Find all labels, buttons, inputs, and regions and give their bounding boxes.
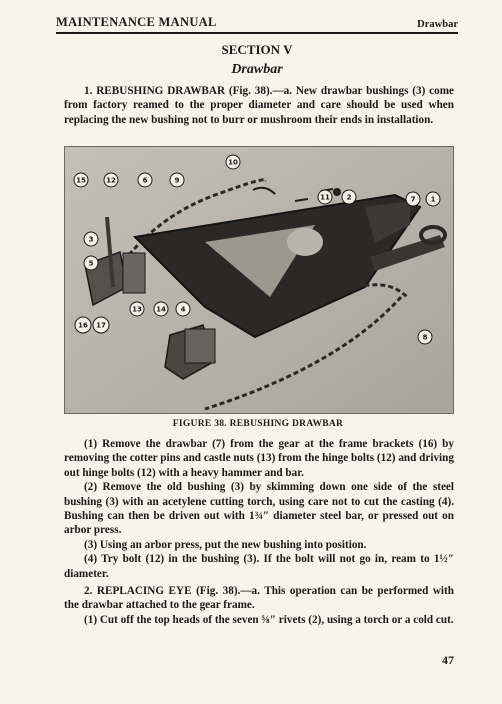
svg-text:3: 3	[88, 235, 94, 244]
running-header	[56, 8, 458, 34]
callout-16	[75, 317, 91, 333]
intro-text	[64, 84, 454, 127]
callout-7	[406, 192, 420, 206]
callout-3	[84, 232, 98, 246]
step-1-cut-rivets: (1) Cut off the top heads of the seven ⅝″ rivets (2), using a torch or a cold cut.	[84, 613, 454, 626]
svg-text:7: 7	[410, 195, 416, 204]
svg-text:4: 4	[180, 305, 186, 314]
svg-text:16: 16	[78, 321, 88, 330]
svg-text:17: 17	[96, 321, 106, 330]
section-title: SECTION V	[221, 42, 293, 57]
callout-4	[176, 302, 190, 316]
svg-text:2: 2	[346, 193, 352, 202]
figure-caption: FIGURE 38. REBUSHING DRAWBAR	[172, 419, 344, 429]
callout-14	[154, 302, 168, 316]
procedure-text	[64, 437, 454, 627]
figure-38-photo	[64, 146, 454, 414]
callout-17	[93, 317, 109, 333]
callout-2	[342, 190, 356, 204]
step-4-try-bolt: (4) Try bolt (12) in the bushing (3). If the bolt will not go in, ream to 1½″ diameter.	[64, 553, 454, 580]
paragraph-rebushing-intro: 1. REBUSHING DRAWBAR (Fig. 38).—a. New drawbar bushings (3) come from factory reamed to the proper diameter and care should be used when replacing the new bushing not to burr or mushroom their ends in installation.	[64, 85, 454, 126]
svg-text:12: 12	[106, 176, 116, 185]
callout-1	[426, 192, 440, 206]
step-1-remove-drawbar: (1) Remove the drawbar (7) from the gear at the frame brackets (16) by removing the cotter pins and castle nuts (13) from the hinge bolts (12) and driving out hinge bolts (12) with a heavy hammer and bar.	[64, 438, 454, 479]
callout-12	[104, 173, 118, 187]
drawbar-illustration	[65, 147, 453, 413]
svg-text:14: 14	[156, 305, 166, 314]
section-subtitle: Drawbar	[231, 62, 283, 77]
svg-text:8: 8	[422, 333, 428, 342]
page-number: 47	[442, 653, 454, 667]
header-manual-title: MAINTENANCE MANUAL	[56, 15, 217, 29]
svg-text:5: 5	[88, 259, 94, 268]
callout-11	[318, 190, 332, 204]
callout-9	[170, 173, 184, 187]
callout-5	[84, 256, 98, 270]
header-chapter: Drawbar	[417, 19, 458, 30]
callout-8	[418, 330, 432, 344]
svg-text:13: 13	[132, 305, 142, 314]
callout-13	[130, 302, 144, 316]
svg-text:10: 10	[228, 158, 238, 167]
callout-10	[226, 155, 240, 169]
paragraph-replacing-eye: 2. REPLACING EYE (Fig. 38).—a. This operation can be performed with the drawbar attached to the gear frame.	[64, 585, 454, 612]
svg-text:6: 6	[142, 176, 148, 185]
callout-6	[138, 173, 152, 187]
svg-text:1: 1	[430, 195, 436, 204]
callout-15	[74, 173, 88, 187]
step-3-press-bushing: (3) Using an arbor press, put the new bushing into position.	[84, 538, 367, 551]
svg-text:9: 9	[174, 176, 180, 185]
svg-text:11: 11	[320, 193, 330, 202]
step-2-remove-bushing: (2) Remove the old bushing (3) by skimming down one side of the steel bushing (3) with an acetylene cutting torch, using care not to cut the casting (4). Bushing can then be driven out with 1¾″ diameter steel bar, or pressed out on arbor press.	[64, 481, 454, 537]
svg-text:15: 15	[76, 176, 86, 185]
